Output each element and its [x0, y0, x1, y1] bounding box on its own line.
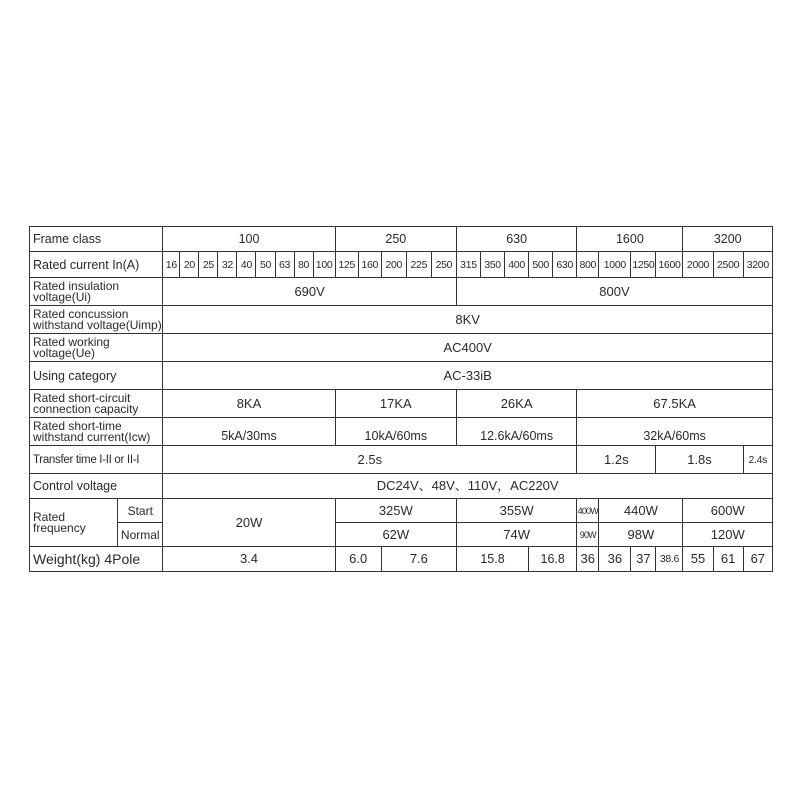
- row-transfer-time: [30, 446, 773, 474]
- insulation-label-line1: Rated insulation: [33, 278, 120, 293]
- frequency-normal-value: 74W: [456, 523, 576, 547]
- category-label: Using category: [30, 362, 163, 390]
- frame-class-cell: 250: [335, 227, 456, 252]
- rated-current-cell: 630: [553, 252, 577, 278]
- frame-class-cell: 1600: [577, 227, 683, 252]
- frame-class-label: Frame class: [30, 227, 163, 252]
- weight-value: 15.8: [456, 547, 528, 572]
- working-value: AC400V: [163, 334, 773, 362]
- rated-current-cell: 63: [275, 252, 294, 278]
- row-working-voltage: [30, 334, 773, 362]
- transfer-value: 2.4s: [743, 446, 772, 474]
- short-time-value: 5kA/30ms: [163, 418, 335, 446]
- weight-label: Weight(kg) 4Pole: [30, 547, 163, 572]
- rated-current-cell: 315: [456, 252, 480, 278]
- frequency-normal-label: Normal: [118, 523, 163, 547]
- rated-current-cell: 125: [335, 252, 358, 278]
- frequency-start-value: 600W: [683, 499, 773, 523]
- rated-current-cell: 350: [481, 252, 505, 278]
- row-rated-current: [30, 252, 773, 278]
- weight-value: 38.6: [656, 547, 683, 572]
- frequency-normal-value: 120W: [683, 523, 773, 547]
- weight-value: 55: [683, 547, 713, 572]
- transfer-value: 1.8s: [656, 446, 743, 474]
- row-weight: [30, 547, 773, 572]
- weight-value: 3.4: [163, 547, 335, 572]
- rated-current-cell: 25: [199, 252, 218, 278]
- short-time-label-line1: Rated short-time: [33, 418, 122, 433]
- short-time-value: 12.6kA/60ms: [456, 418, 576, 446]
- transfer-label: Transfer time I-II or II-I: [30, 446, 163, 474]
- short-time-label: [30, 418, 163, 446]
- frequency-label-line2: frequency: [33, 520, 86, 535]
- row-concussion-voltage: [30, 306, 773, 334]
- rated-current-cell: 1000: [599, 252, 631, 278]
- rated-current-cell: 225: [406, 252, 431, 278]
- frequency-label-line1: Rated: [33, 509, 66, 524]
- rated-current-cell: 2000: [683, 252, 713, 278]
- frequency-start-value: 325W: [335, 499, 456, 523]
- frequency-label: [30, 499, 118, 547]
- rated-current-cell: 160: [358, 252, 381, 278]
- row-short-time: [30, 418, 773, 446]
- row-frequency-start: [30, 499, 773, 523]
- spec-table: [29, 226, 773, 572]
- weight-value: 37: [631, 547, 656, 572]
- frequency-start-label: Start: [118, 499, 163, 523]
- working-label: [30, 334, 163, 362]
- control-value: DC24V、48V、110V，AC220V: [163, 474, 773, 499]
- short-circuit-value: 8KA: [163, 390, 335, 418]
- weight-value: 67: [743, 547, 772, 572]
- frequency-start-value: 355W: [456, 499, 576, 523]
- frequency-start-value: 440W: [599, 499, 683, 523]
- rated-current-cell: 250: [431, 252, 456, 278]
- insulation-label: [30, 278, 163, 306]
- short-circuit-label-line1: Rated short-circuit: [33, 390, 131, 405]
- rated-current-cell: 2500: [713, 252, 743, 278]
- rated-current-cell: 1250: [631, 252, 656, 278]
- insulation-value: 690V: [163, 278, 457, 306]
- rated-current-cell: 100: [313, 252, 335, 278]
- rated-current-cell: 80: [294, 252, 313, 278]
- rated-current-cell: 16: [163, 252, 180, 278]
- control-label: Control voltage: [30, 474, 163, 499]
- rated-current-label: Rated current In(A): [30, 252, 163, 278]
- frequency-start-value: 400W: [577, 499, 599, 523]
- concussion-label: [30, 306, 163, 334]
- category-value: AC-33iB: [163, 362, 773, 390]
- transfer-value: 2.5s: [163, 446, 577, 474]
- short-time-label-line2: withstand current(Icw): [33, 429, 151, 444]
- rated-current-cell: 1600: [656, 252, 683, 278]
- short-circuit-value: 67.5KA: [577, 390, 773, 418]
- weight-value: 7.6: [381, 547, 456, 572]
- rated-current-cell: 200: [381, 252, 406, 278]
- short-circuit-label-line2: connection capacity: [33, 401, 139, 416]
- short-circuit-value: 26KA: [456, 390, 576, 418]
- frequency-normal-value: 62W: [335, 523, 456, 547]
- frame-class-cell: 3200: [683, 227, 773, 252]
- row-frame-class: [30, 227, 773, 252]
- rated-current-cell: 20: [180, 252, 199, 278]
- working-label-line2: voltage(Ue): [33, 345, 96, 360]
- concussion-label-line2: withstand voltage(Uimp): [33, 317, 162, 332]
- concussion-value: 8KV: [163, 306, 773, 334]
- short-time-value: 10kA/60ms: [335, 418, 456, 446]
- row-short-circuit: [30, 390, 773, 418]
- row-control-voltage: [30, 474, 773, 499]
- row-using-category: [30, 362, 773, 390]
- weight-value: 36: [599, 547, 631, 572]
- row-frequency-normal: [30, 523, 773, 547]
- weight-value: 6.0: [335, 547, 381, 572]
- weight-value: 16.8: [529, 547, 577, 572]
- transfer-value: 1.2s: [577, 446, 656, 474]
- weight-value: 36: [577, 547, 599, 572]
- row-insulation-voltage: [30, 278, 773, 306]
- rated-current-cell: 400: [505, 252, 529, 278]
- frame-class-cell: 630: [456, 227, 576, 252]
- working-label-line1: Rated working: [33, 334, 110, 349]
- rated-current-cell: 3200: [743, 252, 772, 278]
- rated-current-cell: 40: [237, 252, 256, 278]
- frame-class-cell: 100: [163, 227, 335, 252]
- short-circuit-label: [30, 390, 163, 418]
- weight-value: 61: [713, 547, 743, 572]
- frequency-normal-value: 90W: [577, 523, 599, 547]
- concussion-label-line1: Rated concussion: [33, 306, 129, 321]
- insulation-value: 800V: [456, 278, 772, 306]
- rated-current-cell: 50: [256, 252, 275, 278]
- rated-current-cell: 32: [218, 252, 237, 278]
- short-circuit-value: 17KA: [335, 390, 456, 418]
- frequency-normal-value: 98W: [599, 523, 683, 547]
- short-time-value: 32kA/60ms: [577, 418, 773, 446]
- rated-current-cell: 500: [529, 252, 553, 278]
- frequency-shared-value: 20W: [163, 499, 335, 547]
- rated-current-cell: 800: [577, 252, 599, 278]
- insulation-label-line2: voltage(Ui): [33, 289, 92, 304]
